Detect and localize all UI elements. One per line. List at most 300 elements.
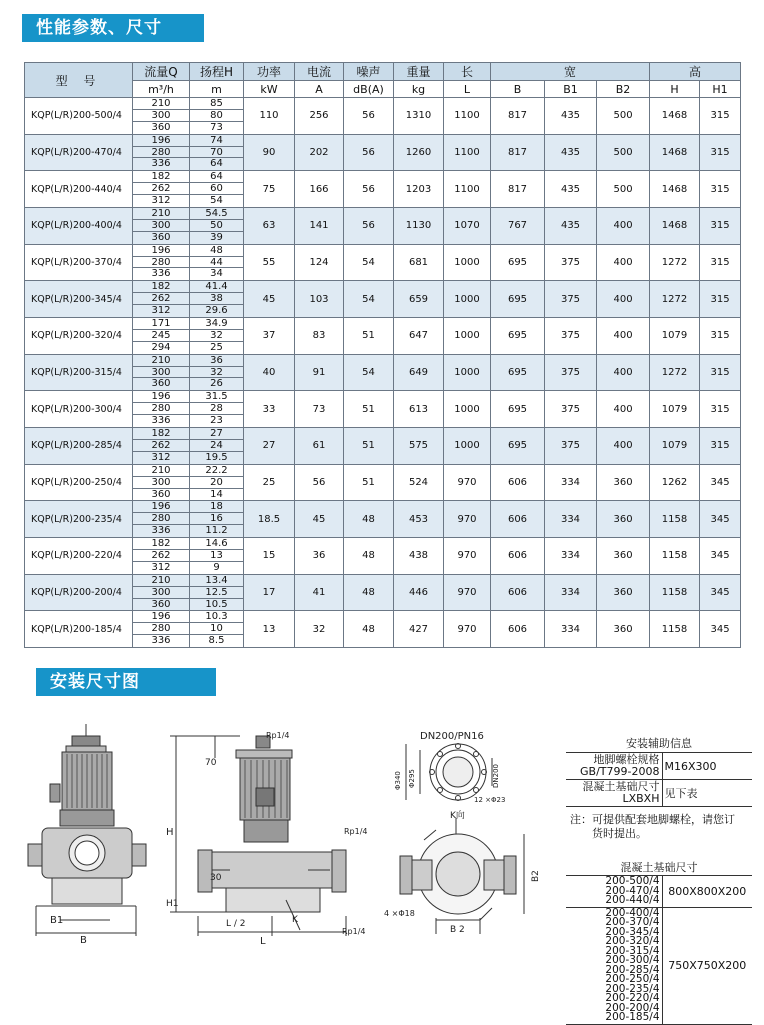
h-cell: 1079	[650, 391, 700, 428]
top-view-drawing	[400, 818, 524, 934]
dim-295-label: Φ295	[408, 769, 416, 788]
head-cell-value: 73	[210, 121, 223, 133]
header-weight: 重量	[394, 63, 444, 81]
foundation-model: 200-315/4	[605, 944, 660, 957]
b1-cell: 435	[545, 98, 597, 135]
flow-cell-value: 300	[133, 587, 189, 599]
unit-power: kW	[244, 81, 295, 98]
flow-cell-value: 336	[151, 268, 171, 280]
l-cell: 1100	[444, 134, 491, 171]
flow-cell-value: 196	[133, 135, 189, 147]
dim-dn200-label: DN200	[492, 764, 500, 788]
head-cell-value: 8.5	[208, 635, 225, 647]
weight-cell: 427	[394, 611, 444, 648]
head-cell	[190, 428, 244, 465]
model-cell: KQP(L/R)200-440/4	[25, 171, 133, 208]
flow-cell-value: 182	[133, 428, 189, 440]
foundation-model: 200-285/4	[605, 963, 660, 976]
flow-cell-value: 280	[133, 513, 189, 525]
flow-cell-value: 182	[133, 281, 189, 293]
install-info-title: 安装辅助信息	[626, 737, 692, 750]
table-row	[25, 501, 741, 538]
head-cell	[190, 574, 244, 611]
head-cell	[190, 134, 244, 171]
b-cell: 695	[491, 318, 545, 355]
head-cell-value: 13.4	[190, 575, 243, 587]
unit-head: m	[190, 81, 244, 98]
unit-width-b: B	[491, 81, 545, 98]
flow-cell-value: 210	[133, 98, 189, 110]
h1-cell: 315	[700, 391, 741, 428]
flow-cell-value: 210	[133, 355, 189, 367]
b2-cell: 360	[597, 501, 650, 538]
head-cell-value: 10.5	[205, 598, 228, 610]
h1-cell: 315	[700, 428, 741, 465]
weight-cell: 659	[394, 281, 444, 318]
unit-length: L	[444, 81, 491, 98]
section-title-installation: 安装尺寸图	[36, 668, 216, 696]
flow-cell-value: 312	[151, 305, 171, 317]
noise-cell: 48	[344, 574, 394, 611]
current-cell: 124	[295, 244, 344, 281]
l-cell: 970	[444, 611, 491, 648]
foundation-group1-size: 800X800X200	[662, 876, 752, 908]
h-cell: 1468	[650, 134, 700, 171]
power-cell: 90	[244, 134, 295, 171]
b1-cell: 334	[545, 611, 597, 648]
l-cell: 970	[444, 574, 491, 611]
foundation-model: 200-470/4	[605, 884, 660, 897]
head-cell-value: 41.4	[190, 281, 243, 293]
b-cell: 695	[491, 354, 545, 391]
power-cell: 40	[244, 354, 295, 391]
head-cell-value: 80	[190, 110, 243, 122]
flow-cell	[133, 428, 190, 465]
b-cell: 817	[491, 134, 545, 171]
b1-cell: 375	[545, 354, 597, 391]
l-cell: 970	[444, 464, 491, 501]
head-cell	[190, 318, 244, 355]
flow-cell	[133, 281, 190, 318]
head-cell-value: 31.5	[190, 391, 243, 403]
l-cell: 1000	[444, 281, 491, 318]
power-cell: 25	[244, 464, 295, 501]
b2-cell: 360	[597, 464, 650, 501]
b1-cell: 334	[545, 538, 597, 575]
b1-cell: 375	[545, 281, 597, 318]
foundation-panel	[566, 861, 752, 1025]
foundation-model: 200-345/4	[605, 925, 660, 938]
flow-cell-value: 336	[151, 415, 171, 427]
flow-cell-value: 196	[133, 611, 189, 623]
rp-mid-label: Rp1/4	[344, 827, 368, 836]
b-cell: 695	[491, 244, 545, 281]
model-cell: KQP(L/R)200-470/4	[25, 134, 133, 171]
model-cell: KQP(L/R)200-200/4	[25, 574, 133, 611]
head-cell-value: 70	[190, 147, 243, 159]
bolt-label: 地脚螺栓规格 GB/T799-2008	[566, 753, 662, 780]
holes-18-label: 4 ×Φ18	[384, 909, 415, 918]
head-cell	[190, 391, 244, 428]
current-cell: 32	[295, 611, 344, 648]
l-cell: 1100	[444, 98, 491, 135]
b-cell: 817	[491, 171, 545, 208]
noise-cell: 51	[344, 318, 394, 355]
header-flow: 流量Q	[133, 63, 190, 81]
noise-cell: 51	[344, 428, 394, 465]
installation-drawings	[0, 710, 560, 1009]
h-cell: 1262	[650, 464, 700, 501]
foundation-model: 200-250/4	[605, 973, 660, 985]
table-row	[25, 428, 741, 465]
head-cell-value: 85	[190, 98, 243, 110]
header-length: 长	[444, 63, 491, 81]
table-row	[25, 318, 741, 355]
b-cell: 606	[491, 574, 545, 611]
b2-cell: 500	[597, 98, 650, 135]
head-cell-value: 74	[190, 135, 243, 147]
power-cell: 45	[244, 281, 295, 318]
b1-cell: 435	[545, 171, 597, 208]
head-cell	[190, 208, 244, 245]
b-cell: 767	[491, 208, 545, 245]
noise-cell: 56	[344, 171, 394, 208]
head-cell-value: 50	[190, 220, 243, 232]
head-cell-value: 14.6	[190, 538, 243, 550]
model-cell: KQP(L/R)200-220/4	[25, 538, 133, 575]
b-cell: 606	[491, 464, 545, 501]
flow-cell-value: 182	[133, 538, 189, 550]
b1-cell: 375	[545, 244, 597, 281]
flow-cell-value: 336	[151, 525, 171, 537]
current-cell: 73	[295, 391, 344, 428]
b2-cell: 400	[597, 208, 650, 245]
h-cell: 1158	[650, 538, 700, 575]
current-cell: 56	[295, 464, 344, 501]
foundation-model: 200-440/4	[605, 894, 660, 906]
dim-b2-bottom-label: B 2	[450, 925, 465, 935]
head-cell-value: 38	[190, 293, 243, 305]
noise-cell: 56	[344, 208, 394, 245]
drawing-svg	[0, 710, 560, 1009]
model-cell: KQP(L/R)200-500/4	[25, 98, 133, 135]
flow-cell-value: 280	[133, 257, 189, 269]
dim-h1-label: H1	[166, 899, 179, 909]
b1-cell: 375	[545, 428, 597, 465]
h1-cell: 315	[700, 134, 741, 171]
table-row	[25, 538, 741, 575]
power-cell: 33	[244, 391, 295, 428]
b2-cell: 400	[597, 244, 650, 281]
h-cell: 1079	[650, 318, 700, 355]
b2-cell: 360	[597, 538, 650, 575]
head-cell	[190, 171, 244, 208]
power-cell: 37	[244, 318, 295, 355]
h1-cell: 345	[700, 611, 741, 648]
power-cell: 15	[244, 538, 295, 575]
bolt-value: M16X300	[662, 753, 752, 780]
unit-width-b1: B1	[545, 81, 597, 98]
dim-b-label: B	[80, 935, 87, 946]
current-cell: 202	[295, 134, 344, 171]
head-cell-value: 36	[190, 355, 243, 367]
weight-cell: 575	[394, 428, 444, 465]
flow-cell	[133, 208, 190, 245]
h1-cell: 345	[700, 464, 741, 501]
flow-cell-value: 360	[151, 598, 171, 610]
h-cell: 1272	[650, 244, 700, 281]
head-cell-value: 32	[190, 330, 243, 342]
current-cell: 41	[295, 574, 344, 611]
b2-cell: 360	[597, 574, 650, 611]
flow-cell-value: 312	[151, 451, 171, 463]
h1-cell: 315	[700, 98, 741, 135]
flow-cell-value: 262	[133, 550, 189, 562]
h-cell: 1468	[650, 171, 700, 208]
h-cell: 1079	[650, 428, 700, 465]
model-cell: KQP(L/R)200-185/4	[25, 611, 133, 648]
b-cell: 606	[491, 538, 545, 575]
flow-cell-value: 262	[133, 440, 189, 452]
b-cell: 695	[491, 391, 545, 428]
b1-cell: 334	[545, 501, 597, 538]
foundation-title: 混凝土基础尺寸	[620, 861, 698, 874]
flow-cell-value: 210	[133, 208, 189, 220]
current-cell: 36	[295, 538, 344, 575]
l-cell: 1000	[444, 391, 491, 428]
h1-cell: 345	[700, 501, 741, 538]
flow-cell	[133, 171, 190, 208]
h1-cell: 315	[700, 281, 741, 318]
current-cell: 61	[295, 428, 344, 465]
flow-cell-value: 300	[133, 477, 189, 489]
noise-cell: 48	[344, 538, 394, 575]
header-width: 宽	[491, 63, 650, 81]
table-row	[25, 281, 741, 318]
header-power: 功率	[244, 63, 295, 81]
head-cell-value: 18	[190, 501, 243, 513]
flow-cell	[133, 98, 190, 135]
b2-cell: 400	[597, 318, 650, 355]
l-cell: 970	[444, 501, 491, 538]
weight-cell: 1203	[394, 171, 444, 208]
front-view-drawing	[28, 724, 146, 936]
flow-cell-value: 182	[133, 171, 189, 183]
head-cell-value: 23	[210, 415, 223, 427]
head-cell-value: 48	[190, 245, 243, 257]
h1-cell: 345	[700, 538, 741, 575]
h-cell: 1158	[650, 574, 700, 611]
b1-cell: 375	[545, 391, 597, 428]
l-cell: 1100	[444, 171, 491, 208]
l-cell: 970	[444, 538, 491, 575]
noise-cell: 51	[344, 391, 394, 428]
l-cell: 1070	[444, 208, 491, 245]
flow-cell-value: 294	[151, 341, 171, 353]
flow-cell	[133, 611, 190, 648]
weight-cell: 453	[394, 501, 444, 538]
h1-cell: 315	[700, 244, 741, 281]
install-info-table	[566, 752, 752, 807]
b2-cell: 400	[597, 354, 650, 391]
flow-cell	[133, 574, 190, 611]
b1-cell: 334	[545, 574, 597, 611]
b-cell: 695	[491, 428, 545, 465]
flange-spec-label: DN200/PN16	[420, 731, 484, 742]
model-cell: KQP(L/R)200-315/4	[25, 354, 133, 391]
flow-cell-value: 300	[133, 110, 189, 122]
power-cell: 110	[244, 98, 295, 135]
table-row	[25, 244, 741, 281]
head-cell	[190, 98, 244, 135]
weight-cell: 438	[394, 538, 444, 575]
flow-cell-value: 210	[133, 465, 189, 477]
unit-current: A	[295, 81, 344, 98]
flow-cell-value: 336	[151, 158, 171, 170]
current-cell: 45	[295, 501, 344, 538]
rp-bottom-label: Rp1/4	[342, 927, 366, 936]
head-cell-value: 44	[190, 257, 243, 269]
foundation-model: 200-320/4	[605, 935, 660, 947]
head-cell-value: 11.2	[205, 525, 228, 537]
weight-cell: 647	[394, 318, 444, 355]
flow-cell-value: 280	[133, 147, 189, 159]
head-cell-value: 29.6	[205, 305, 228, 317]
dim-70-label: 70	[205, 758, 217, 768]
h1-cell: 315	[700, 354, 741, 391]
noise-cell: 54	[344, 354, 394, 391]
h1-cell: 315	[700, 208, 741, 245]
h-cell: 1272	[650, 354, 700, 391]
b2-cell: 500	[597, 134, 650, 171]
model-cell: KQP(L/R)200-285/4	[25, 428, 133, 465]
table-row	[25, 611, 741, 648]
weight-cell: 1130	[394, 208, 444, 245]
head-cell-value: 24	[190, 440, 243, 452]
unit-width-b2: B2	[597, 81, 650, 98]
flow-cell	[133, 538, 190, 575]
head-cell-value: 32	[190, 367, 243, 379]
head-cell-value: 19.5	[205, 451, 228, 463]
flow-cell-value: 300	[133, 220, 189, 232]
head-cell-value: 54	[210, 195, 223, 207]
current-cell: 83	[295, 318, 344, 355]
h-cell: 1272	[650, 281, 700, 318]
b1-cell: 435	[545, 134, 597, 171]
flow-cell-value: 360	[151, 378, 171, 390]
model-cell: KQP(L/R)200-370/4	[25, 244, 133, 281]
h1-cell: 345	[700, 574, 741, 611]
performance-table	[24, 62, 741, 648]
header-head: 扬程H	[190, 63, 244, 81]
model-cell: KQP(L/R)200-300/4	[25, 391, 133, 428]
noise-cell: 51	[344, 464, 394, 501]
dim-l2-label: L / 2	[226, 919, 246, 929]
table-row	[25, 208, 741, 245]
foundation-group2-size: 750X750X200	[662, 907, 752, 1024]
power-cell: 13	[244, 611, 295, 648]
flow-cell-value: 196	[133, 245, 189, 257]
h-cell: 1468	[650, 208, 700, 245]
flow-cell-value: 312	[151, 195, 171, 207]
h-cell: 1158	[650, 501, 700, 538]
b1-cell: 334	[545, 464, 597, 501]
table-row	[25, 391, 741, 428]
flange-drawing	[406, 744, 492, 801]
b2-cell: 360	[597, 611, 650, 648]
head-cell	[190, 354, 244, 391]
foundation-model: 200-300/4	[605, 954, 660, 966]
table-row	[25, 171, 741, 208]
power-cell: 63	[244, 208, 295, 245]
head-cell-value: 54.5	[190, 208, 243, 220]
foundation-model: 200-400/4	[605, 906, 660, 919]
flow-cell	[133, 464, 190, 501]
current-cell: 141	[295, 208, 344, 245]
head-cell-value: 60	[190, 183, 243, 195]
weight-cell: 681	[394, 244, 444, 281]
power-cell: 18.5	[244, 501, 295, 538]
weight-cell: 1260	[394, 134, 444, 171]
header-noise: 噪声	[344, 63, 394, 81]
rp-top-label: Rp1/4	[266, 731, 290, 740]
head-cell-value: 64	[190, 171, 243, 183]
power-cell: 27	[244, 428, 295, 465]
b-cell: 606	[491, 611, 545, 648]
flow-cell-value: 210	[133, 575, 189, 587]
head-cell-value: 34.9	[190, 318, 243, 330]
side-view-drawing	[170, 736, 346, 936]
noise-cell: 56	[344, 98, 394, 135]
flow-cell-value: 360	[151, 231, 171, 243]
l-cell: 1000	[444, 318, 491, 355]
weight-cell: 524	[394, 464, 444, 501]
noise-cell: 54	[344, 281, 394, 318]
head-cell-value: 9	[213, 561, 220, 573]
l-cell: 1000	[444, 244, 491, 281]
head-cell-value: 13	[190, 550, 243, 562]
flow-cell-value: 312	[151, 561, 171, 573]
weight-cell: 613	[394, 391, 444, 428]
b1-cell: 375	[545, 318, 597, 355]
dim-b1-label: B1	[50, 915, 64, 926]
base-label: 混凝土基础尺寸 LXBXH	[566, 780, 662, 807]
l-cell: 1000	[444, 354, 491, 391]
head-cell	[190, 464, 244, 501]
head-cell-value: 34	[210, 268, 223, 280]
flow-cell-value: 196	[133, 501, 189, 513]
flow-cell	[133, 244, 190, 281]
dim-k-label: K	[292, 915, 298, 925]
noise-cell: 54	[344, 244, 394, 281]
flow-cell	[133, 134, 190, 171]
flow-cell-value: 300	[133, 367, 189, 379]
dim-b2-label: B2	[531, 870, 541, 882]
unit-noise: dB(A)	[344, 81, 394, 98]
dim-340-label: Φ340	[394, 771, 402, 790]
model-cell: KQP(L/R)200-400/4	[25, 208, 133, 245]
head-cell-value: 14	[210, 488, 223, 500]
foundation-group1-models	[566, 876, 662, 908]
table-row	[25, 98, 741, 135]
dim-30-label: 30	[210, 873, 222, 883]
head-cell-value: 20	[190, 477, 243, 489]
b2-cell: 400	[597, 391, 650, 428]
b-cell: 695	[491, 281, 545, 318]
weight-cell: 649	[394, 354, 444, 391]
header-current: 电流	[295, 63, 344, 81]
foundation-table	[566, 875, 752, 1025]
